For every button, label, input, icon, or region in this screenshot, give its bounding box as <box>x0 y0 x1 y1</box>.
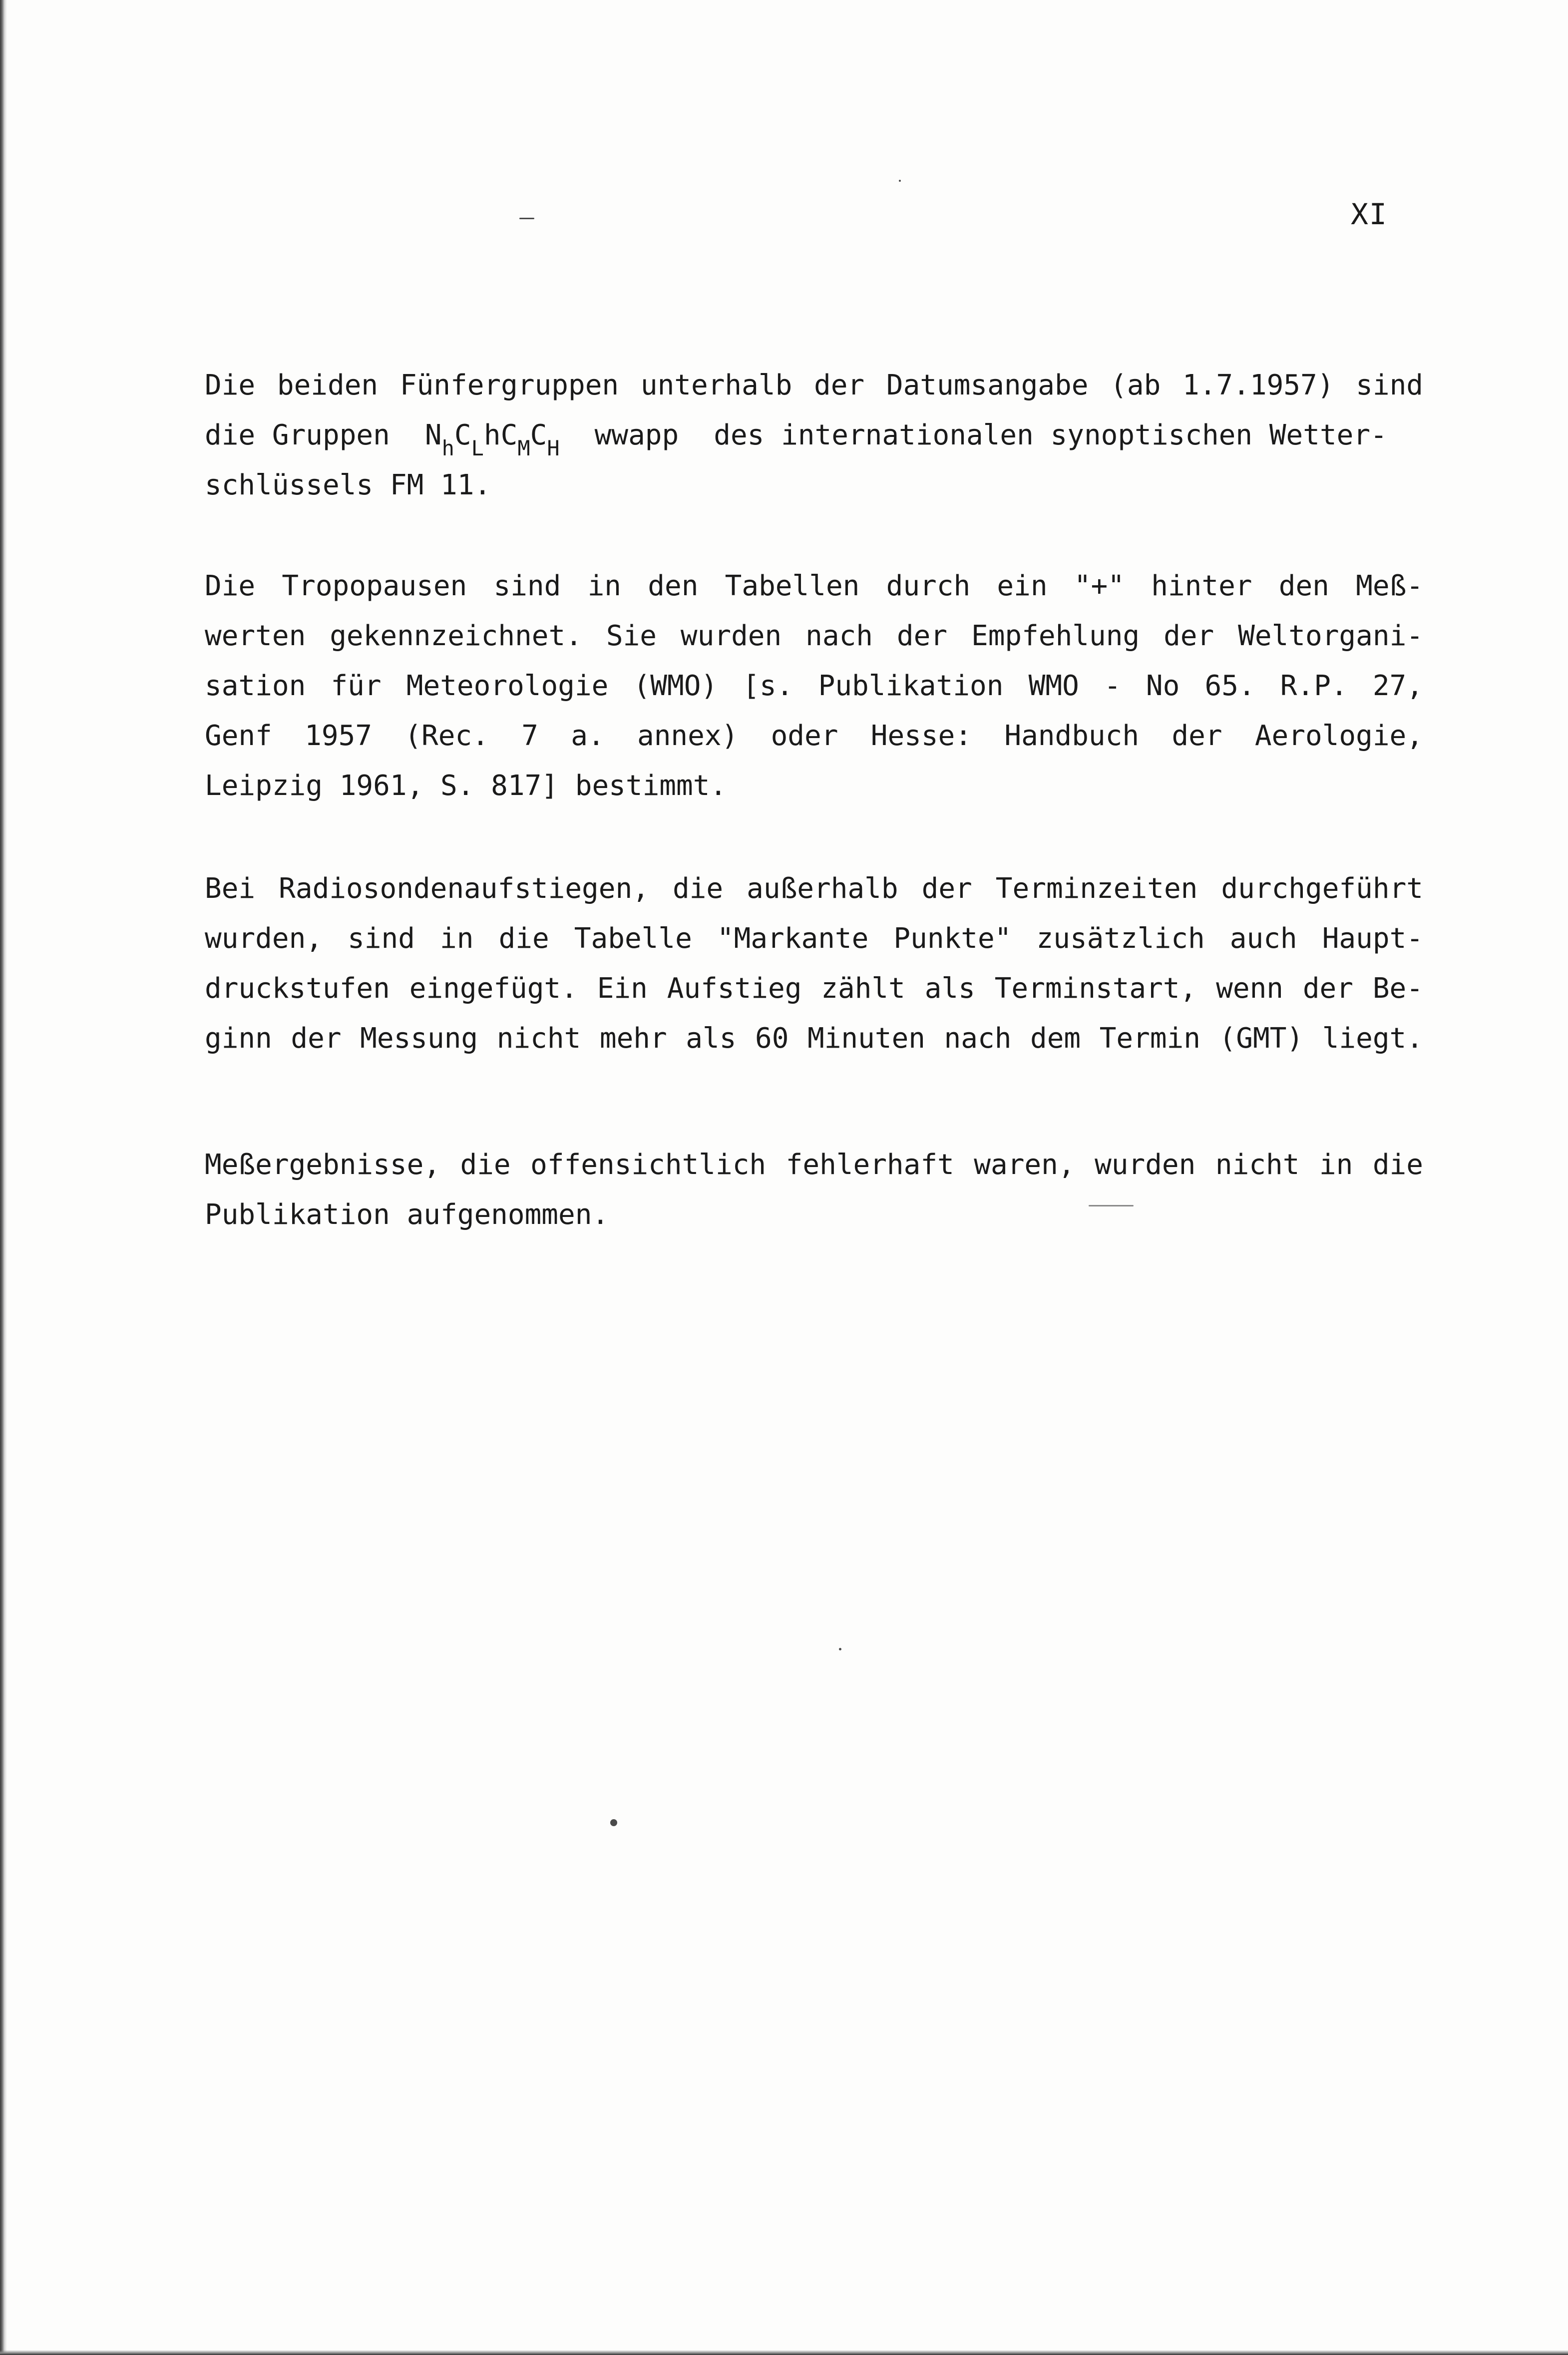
paragraph-line: ginn der Messung nicht mehr als 60 Minuten nach dem Termin (GMT) liegt. <box>205 1022 1423 1055</box>
paragraph-errors <box>205 1140 1423 1240</box>
binding-edge <box>0 0 7 2355</box>
paragraph-line: Publikation aufgenommen. <box>205 1198 609 1231</box>
paragraph-line: Meßergebnisse, die offensichtlich fehlerhaft waren, wurden nicht in die <box>205 1149 1423 1181</box>
scan-speck <box>839 1648 841 1650</box>
paragraph-line: sation für Meteorologie (WMO) [s. Publikation WMO - No 65. R.P. 27, <box>205 670 1423 702</box>
scan-speck <box>519 218 534 219</box>
paragraph-tropopause <box>205 561 1423 811</box>
paragraph-line: Die Tropopausen sind in den Tabellen durch ein "+" hinter den Meß- <box>205 570 1423 602</box>
code-suffix: des internationalen synoptischen Wetter- <box>714 419 1387 451</box>
bottom-edge <box>0 2350 1568 2355</box>
paragraph-line: druckstufen eingefügt. Ein Aufstieg zählt als Terminstart, wenn der Be- <box>205 972 1423 1005</box>
paragraph-line: schlüssels FM 11. <box>205 469 491 501</box>
paragraph-synoptic-groups <box>205 361 1423 510</box>
paragraph-radiosonde <box>205 864 1423 1064</box>
paragraph-line: werten gekennzeichnet. Sie wurden nach der Empfehlung der Weltorgani- <box>205 620 1423 652</box>
paragraph-line: Die beiden Fünfergruppen unterhalb der Datumsangabe (ab 1.7.1957) sind <box>205 369 1423 401</box>
scan-speck <box>1089 1205 1134 1206</box>
paragraph-line: Bei Radiosondenaufstiegen, die außerhalb der Terminzeiten durchgeführt <box>205 872 1423 905</box>
code-group: $N_hC_LhC_MC_H$ <box>424 419 560 460</box>
scan-speck <box>610 1819 617 1826</box>
paragraph-line: Leipzig 1961, S. 817] bestimmt. <box>205 770 727 802</box>
code-wwapp: wwapp <box>594 419 679 451</box>
page-number: XI <box>1351 197 1388 231</box>
scan-speck <box>899 180 901 182</box>
paragraph-line-code <box>205 410 1423 460</box>
code-prefix: die Gruppen <box>205 419 390 451</box>
paragraph-line: wurden, sind in die Tabelle "Markante Punkte" zusätzlich auch Haupt- <box>205 922 1423 955</box>
paragraph-line: Genf 1957 (Rec. 7 a. annex) oder Hesse: Handbuch der Aerologie, <box>205 720 1423 752</box>
